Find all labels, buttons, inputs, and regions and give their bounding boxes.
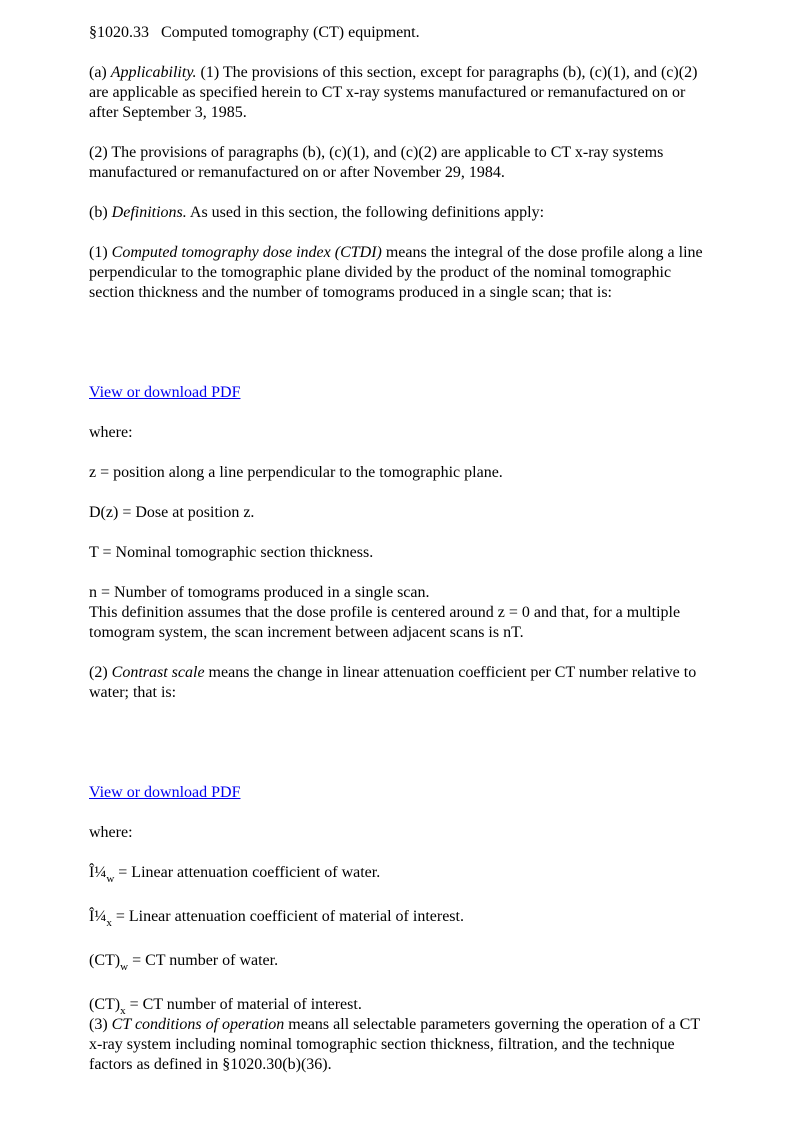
var-mu-x: $Î\frac{1}{4}_x$ = Linear attenuation coefficient of material of interest. xyxy=(89,908,464,929)
var-n: n = Number of tomograms produced in a single scan. xyxy=(89,584,430,601)
section-title: Computed tomography (CT) equipment. xyxy=(161,24,420,41)
definition-contrast-scale: (2) Contrast scale means the change in linear attenuation coefficient per CT number relative to water; that is: xyxy=(89,664,697,701)
section-number: §1020.33 xyxy=(89,24,149,41)
paragraph-a1: (a) Applicability. (1) The provisions of this section, except for paragraphs (b), (c)(1), and (c)(2) are applicable as specified herein to CT x-ray systems manufactured or remanufactured on or after September 3, 1985. xyxy=(89,64,698,121)
var-z: z = position along a line perpendicular to the tomographic plane. xyxy=(89,464,503,481)
where-label: where: xyxy=(89,424,133,441)
term-contrast-scale: Contrast scale xyxy=(111,664,205,681)
where-label-2: where: xyxy=(89,824,133,841)
view-pdf-link-contrast[interactable]: View or download PDF xyxy=(89,784,241,801)
term-definitions: Definitions. xyxy=(111,204,187,221)
var-t: T = Nominal tomographic section thickness. xyxy=(89,544,374,561)
var-ct-w: $(CT)_w$ = CT number of water. xyxy=(89,952,279,973)
var-ct-x: $(CT)_x$ = CT number of material of interest. xyxy=(89,996,362,1017)
term-ct-conditions: CT conditions of operation xyxy=(111,1016,285,1033)
term-applicability: Applicability. xyxy=(110,64,197,81)
term-ctdi: Computed tomography dose index (CTDI) xyxy=(111,244,382,261)
ctdi-note: This definition assumes that the dose profile is centered around z = 0 and that, for a multiple tomogram system, the scan increment between adjacent scans is nT. xyxy=(89,604,681,641)
definition-ct-conditions: (3) CT conditions of operation means all selectable parameters governing the operation of a CT x-ray system including nominal tomographic section thickness, filtration, and the technique factors as defined in §1020.30(b)(36). xyxy=(89,1016,700,1073)
document-page xyxy=(89,23,709,1075)
view-pdf-link-ctdi[interactable]: View or download PDF xyxy=(89,384,241,401)
paragraph-b: (b) Definitions. As used in this section, the following definitions apply: xyxy=(89,204,545,221)
var-mu-w: $Î\frac{1}{4}_w$ = Linear attenuation coefficient of water. xyxy=(89,864,381,885)
definition-ctdi: (1) Computed tomography dose index (CTDI) means the integral of the dose profile along a line perpendicular to the tomographic plane divided by the product of the nominal tomographic section thickness and the number of tomograms produced in a single scan; that is: xyxy=(89,244,703,301)
var-dz: D(z) = Dose at position z. xyxy=(89,504,255,521)
section-heading xyxy=(89,23,709,43)
paragraph-a2: (2) The provisions of paragraphs (b), (c)(1), and (c)(2) are applicable to CT x-ray systems manufactured or remanufactured on or after November 29, 1984. xyxy=(89,144,664,181)
